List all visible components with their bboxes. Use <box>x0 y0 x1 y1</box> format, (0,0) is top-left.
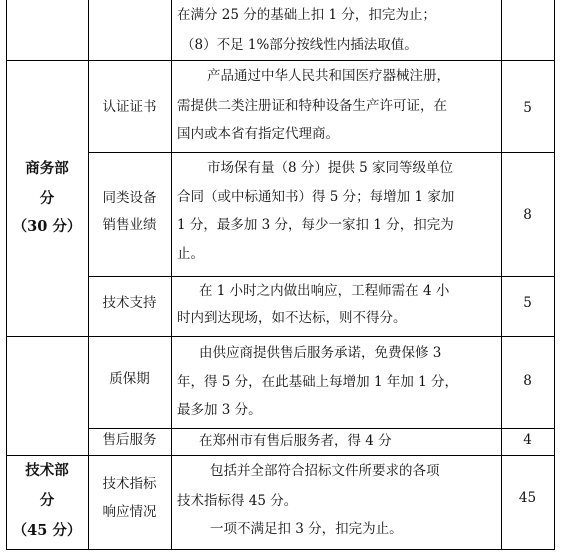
criteria-text: 1 分，最多加 3 分，每少一家扣 1 分，扣完为 <box>177 217 454 233</box>
score-value: 8 <box>523 373 532 389</box>
item-name: 同类设备 <box>102 190 157 206</box>
criteria-text: 止。 <box>177 246 204 262</box>
item-name: 响应情况 <box>102 504 157 520</box>
score-value: 5 <box>523 295 532 311</box>
category-business: 商务部 <box>25 160 69 177</box>
criteria-text: 在满分 25 分的基础上扣 1 分，扣完为止； <box>177 7 436 23</box>
row-divider <box>88 276 555 277</box>
col-divider <box>501 0 502 550</box>
category-business: 分 <box>39 190 55 207</box>
item-name: 质保期 <box>109 371 150 387</box>
criteria-text: 技术指标得 45 分。 <box>177 493 298 509</box>
criteria-text: 在郑州市有售后服务者，得 4 分 <box>199 433 392 449</box>
col-divider <box>171 0 172 550</box>
criteria-text: 一项不满足扣 3 分，扣完为止。 <box>210 521 403 537</box>
criteria-text: 合同（或中标通知书）得 5 分；每增加 1 家加 <box>177 189 455 205</box>
criteria-text: 需提供二类注册证和特种设备生产许可证，在 <box>177 98 447 114</box>
score-value: 4 <box>523 432 532 448</box>
category-technical: （45 分） <box>12 522 82 539</box>
item-name: 认证证书 <box>102 99 157 115</box>
col-divider <box>554 0 555 550</box>
criteria-text: 国内或本省有指定代理商。 <box>177 126 339 142</box>
criteria-text: 市场保有量（8 分）提供 5 家同等级单位 <box>207 160 454 176</box>
criteria-text: 由供应商提供售后服务承诺，免费保修 3 <box>199 345 442 361</box>
item-name: 技术指标 <box>102 476 157 492</box>
criteria-text: 年，得 5 分，在此基础上每增加 1 年加 1 分， <box>177 374 459 390</box>
category-technical: 分 <box>39 492 55 509</box>
criteria-text: 时内到达现场，如不达标，则不得分。 <box>177 310 407 326</box>
score-value: 5 <box>523 100 532 116</box>
criteria-text: 包括并全部符合招标文件所要求的各项 <box>210 463 440 479</box>
category-business: （30 分） <box>12 218 82 235</box>
criteria-text: （8）不足 1%部分按线性内插法取值。 <box>181 37 418 53</box>
category-technical: 技术部 <box>25 462 69 479</box>
criteria-text: 最多加 3 分。 <box>177 402 262 418</box>
criteria-text: 产品通过中华人民共和国医疗器械注册， <box>207 68 450 84</box>
item-name: 销售业绩 <box>102 217 157 233</box>
item-name: 技术支持 <box>102 295 157 311</box>
row-divider <box>88 152 555 153</box>
item-name: 售后服务 <box>102 432 157 448</box>
col-divider <box>88 0 89 550</box>
score-value: 8 <box>523 207 532 223</box>
score-value: 45 <box>518 490 537 506</box>
criteria-text: 在 1 小时之内做出响应，工程师需在 4 小 <box>199 283 450 299</box>
